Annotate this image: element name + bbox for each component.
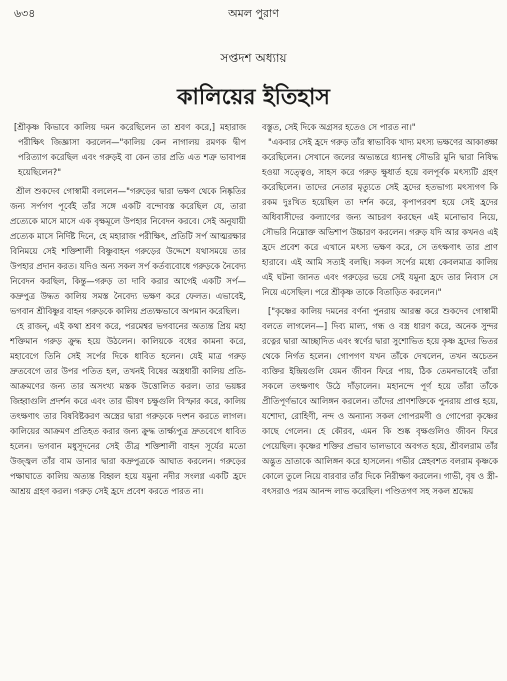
page-number: ৬৩৪ xyxy=(14,7,36,20)
chapter-title: কালিয়ের ইতিহাস xyxy=(177,85,330,110)
right-column xyxy=(262,120,498,672)
paragraph: "একবার সেই হ্রদে গরুড় তাঁর স্বাভাবিক খাদ্য মৎস্য ভক্ষণের আকাঙ্ক্ষা করেছিলেন। সেখানে জলের অভ্যন্তরে ধ্যানস্থ সৌভরি মুনি দ্বারা নিষিদ্ধ হওয়া সত্ত্বেও, সাহস করে গরুড় ক্ষুধার্ত হয়ে বলপূর্বক মৎস্যটি গ্রহণ করেছিলেন। তাদের নেতার মৃত্যুতে সেই হ্রদের হতভাগ্য মৎস্যগণ কি রকম দুঃখিত হয়েছিল তা দর্শন করে, কৃপাপরবশ হয়ে সেই হ্রদের অধিবাসীদের কল্যাণের জন্য আচরণ করছেন এই মনোভাব নিয়ে, সৌভরি নিম্নোক্ত অভিশাপ উচ্চারণ করলেন। গরুড় যদি আর কখনও এই হ্রদে প্রবেশ করে এখানে মৎস্য ভক্ষণ করে, সে তৎক্ষণাৎ তার প্রাণ হারাবে। এই আমি সত্যই বলছি। সকল সর্পের মধ্যে কেবলমাত্র কালিয় এই ঘটনা জানত এবং গরুড়ের ভয়ে সেই যমুনা হ্রদে তার নিবাস সে নিয়ে এসেছিল। পরে শ্রীকৃষ্ণ তাকে বিতাড়িত করলেন।" xyxy=(262,137,498,297)
paragraph: শ্রীল শুকদেব গোস্বামী বললেন—"গরুড়ের দ্বারা ভক্ষণ থেকে নিষ্কৃতির জন্য সর্পগণ পূর্বেই তাঁর সঙ্গে একটি বন্দোবস্ত করেছিল যে, তারা প্রত্যেকে মাসে মাসে এক বৃক্ষমূলে উপহার নিবেদন করবে। সেই অনুযায়ী প্রত্যেক মাসে নির্দিষ্ট দিনে, হে মহারাজ পরীক্ষিৎ, প্রতিটি সর্প আত্মরক্ষার বিনিময়ে সেই শক্তিশালী বিষ্ণুবাহন গরুড়ের উদ্দেশে যথাসময়ে তার উপহার প্রদান করত। যদিও অন্য সকল সর্প কর্তব্যবোধে গরুড়কে নৈবেদ্য নিবেদন করছিল, কিন্তু—গরুড় তা দাবি করার আগেই একটি সর্প—কদ্রুপুত্র উদ্ধত কালিয় সমস্ত নৈবেদ্য ভক্ষণ করে ফেলত। এভাবেই, ভগবান শ্রীবিষ্ণুর বাহন গরুড়কে কালিয় প্রত্যক্ষভাবে অপমান করেছিল। xyxy=(10,186,246,316)
paragraph: হে রাজন্, এই কথা শ্রবণ করে, পরমেশ্বর ভগবানের অত্যন্ত প্রিয় মহা শক্তিমান গরুড় ক্রুদ্ধ হয়ে উঠলেন। কালিয়কে বধের কামনা করে, মহাবেগে তিনি সেই সর্পের দিকে ধাবিত হলেন। যেই মাত্র গরুড় দ্রুতবেগে তার উপর পতিত হল, তখনই বিষের অস্ত্রধারী কালিয় প্রতি-আক্রমণের জন্য তার অসংখ্য মস্তক উত্তোলিত করল। তার ভয়ঙ্কর জিহ্বাগুলি প্রদর্শন করে এবং তার ভীষণ চক্ষুগুলি বিস্ফার করে, কালিয় তৎক্ষণাৎ তার বিষবিষ্টকরণ অস্ত্রের দ্বারা গরুড়কে দংশন করতে লাগল। কালিয়ের আক্রমণ প্রতিহত করার জন্য ক্রুদ্ধ তার্ক্ষ্যপুত্র দ্রুতবেগে ধাবিত হলেন। ভগবান মধুসূদনের সেই তীব্র শক্তিশালী বাহন সূর্যের মতো উজ্জ্বল তাঁর বাম ডানার দ্বারা কদ্রুপুত্রকে আঘাত করলেন। গরুড়ের পক্ষাঘাতে কালিয় অত্যন্ত বিহ্বল হয়ে যমুনা নদীর সংলগ্ন একটি হ্রদে আশ্রয় গ্রহণ করল। গরুড় সেই হ্রদে প্রবেশ করতে পারত না। xyxy=(10,321,246,496)
question-paragraph: [শ্রীকৃষ্ণ কিভাবে কালিয় দমন করেছিলেন তা শ্রবণ করে,] মহারাজ পরীক্ষিৎ জিজ্ঞাসা করলেন—"কালিয় কেন নাগালয় রমণক দ্বীপ পরিত্যাগ করেছিল এবং গরুড়ই বা কেন তার প্রতি এত শত্রু ভাবাপন্ন হয়েছিলেন?" xyxy=(14,122,246,177)
running-head: অমল পুরাণ xyxy=(228,7,279,20)
paragraph: বস্তুত, সেই দিকে অগ্রসর হতেও সে পারত না।" xyxy=(262,122,416,132)
left-column xyxy=(10,120,246,672)
paragraph: ["কৃষ্ণের কালিয় দমনের বর্ণনা পুনরায় আরম্ভ করে শুকদেব গোস্বামী বলতে লাগলেন—] দিব্য মাল্য, গন্ধ ও বস্ত্র ধারণ করে, অনেক সুন্দর রত্নের দ্বারা আচ্ছাদিত এবং স্বর্ণের দ্বারা সুশোভিত হয়ে কৃষ্ণ হ্রদের ভিতর থেকে নির্গত হলেন। গোপগণ যখন তাঁকে দেখলেন, তখন অচেতন ব্যক্তির ইন্দ্রিয়গুলি যেমন জীবন ফিরে পায়, ঠিক তেমনভাবেই তাঁরা সকলে তৎক্ষণাৎ উঠে দাঁড়ালেন। মহানন্দে পূর্ণ হয়ে তাঁরা তাঁকে প্রীতিপূর্ণভাবে আলিঙ্গন করলেন। তাঁদের প্রাণশক্তিকে পুনরায় প্রাপ্ত হয়ে, যশোদা, রোহিণী, নন্দ ও অন্যান্য সকল গোপরমণী ও গোপেরা কৃষ্ণের কাছে গেলেন। হে কৌরব, এমন কি শুষ্ক বৃক্ষগুলিও জীবন ফিরে পেয়েছিল। কৃষ্ণের শক্তির প্রভাব ভালভাবে অবগত হয়ে, শ্রীবলরাম তাঁর অদ্ভুত ভ্রাতাকে আলিঙ্গন করে হাসলেন। গভীর স্নেহবশত বলরাম কৃষ্ণকে কোলে তুলে নিয়ে বারবার তাঁর দিকে নিরীক্ষণ করলেন। গাভী, বৃষ ও স্ত্রী-বৎসরাও পরম আনন্দ লাভ করেছিল। পণ্ডিতগণ সহ সকল শ্রদ্ধেয় xyxy=(262,306,498,496)
chapter-label: সপ্তদশ অধ্যায় xyxy=(220,51,287,65)
